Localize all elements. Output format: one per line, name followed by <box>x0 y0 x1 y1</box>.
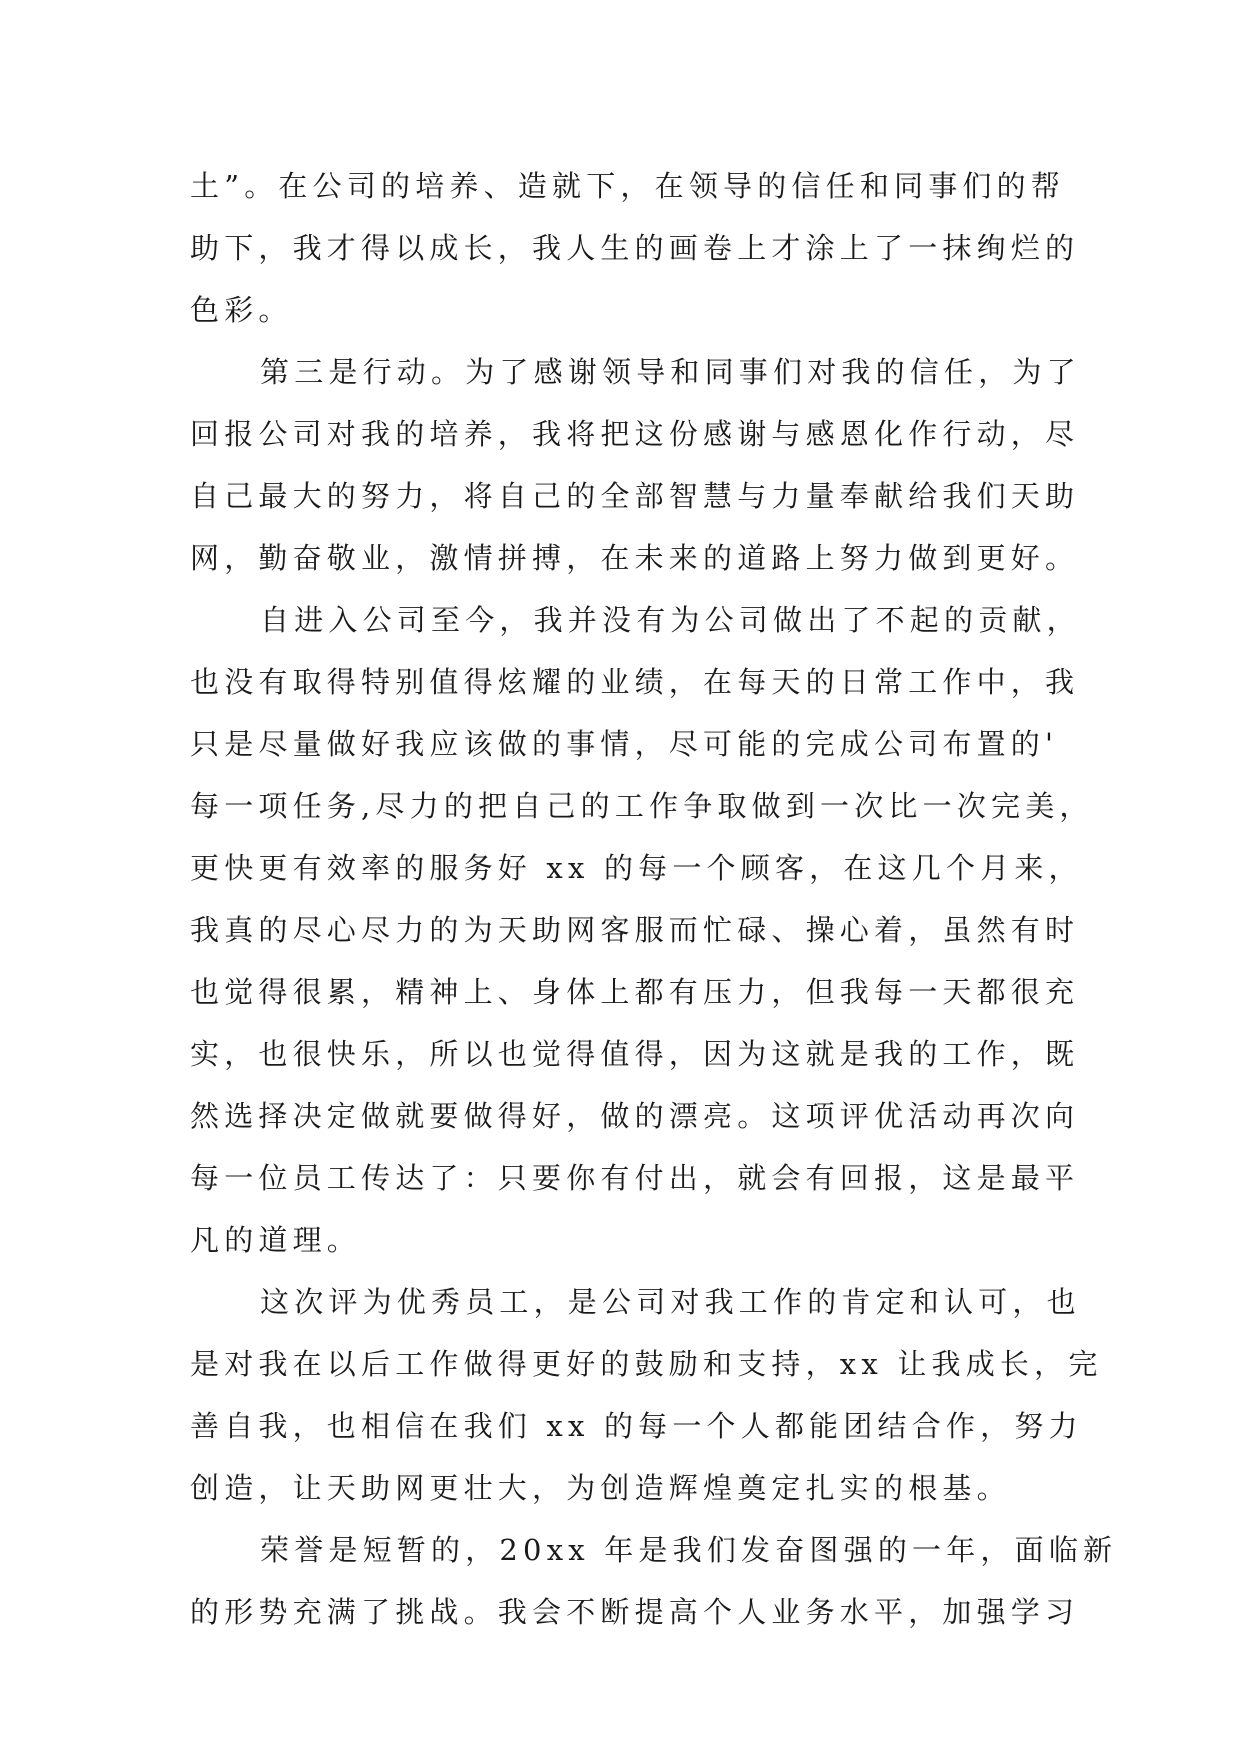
text-line: 也觉得很累，精神上、身体上都有压力，但我每一天都很充 <box>190 975 1080 1009</box>
text-line: 凡的道理。 <box>190 1223 362 1257</box>
text-line: 是对我在以后工作做得更好的鼓励和支持，xx 让我成长，完 <box>190 1347 1103 1381</box>
text-line: 也没有取得特别值得炫耀的业绩，在每天的日常工作中，我 <box>190 665 1080 699</box>
text-line: 善自我，也相信在我们 xx 的每一个人都能团结合作，努力 <box>190 1409 1083 1443</box>
text-line: 网，勤奋敬业，激情拼搏，在未来的道路上努力做到更好。 <box>190 541 1080 575</box>
text-line: 的形势充满了挑战。我会不断提高个人业务水平，加强学习 <box>190 1595 1080 1629</box>
text-line: 然选择决定做就要做得好，做的漂亮。这项评优活动再次向 <box>190 1099 1080 1133</box>
text-line: 更快更有效率的服务好 xx 的每一个顾客，在这几个月来， <box>190 851 1083 885</box>
text-line: 助下，我才得以成长，我人生的画卷上才涂上了一抹绚烂的 <box>190 231 1080 265</box>
paragraph-first-line: 自进入公司至今，我并没有为公司做出了不起的贡献， <box>260 603 1081 637</box>
document-body <box>190 155 1118 1643</box>
text-line: 每一项任务,尽力的把自己的工作争取做到一次比一次完美， <box>190 789 1094 823</box>
text-line: 我真的尽心尽力的为天助网客服而忙碌、操心着，虽然有时 <box>190 913 1080 947</box>
text-line: 创造，让天助网更壮大，为创造辉煌奠定扎实的根基。 <box>190 1471 1011 1505</box>
text-line: 土”。在公司的培养、造就下，在领导的信任和同事们的帮 <box>190 169 1066 203</box>
paragraph-first-line: 荣誉是短暂的，20xx 年是我们发奋图强的一年，面临新 <box>260 1533 1118 1567</box>
text-line: 色彩。 <box>190 293 293 327</box>
paragraph-first-line: 这次评为优秀员工，是公司对我工作的肯定和认可，也 <box>260 1285 1081 1319</box>
text-line: 实，也很快乐，所以也觉得值得，因为这就是我的工作，既 <box>190 1037 1080 1071</box>
text-line: 只是尽量做好我应该做的事情，尽可能的完成公司布置的' <box>190 727 1059 761</box>
text-line: 回报公司对我的培养，我将把这份感谢与感恩化作行动，尽 <box>190 417 1080 451</box>
text-line: 每一位员工传达了：只要你有付出，就会有回报，这是最平 <box>190 1161 1080 1195</box>
text-line: 自己最大的努力，将自己的全部智慧与力量奉献给我们天助 <box>190 479 1080 513</box>
paragraph-first-line: 第三是行动。为了感谢领导和同事们对我的信任，为了 <box>260 355 1081 389</box>
